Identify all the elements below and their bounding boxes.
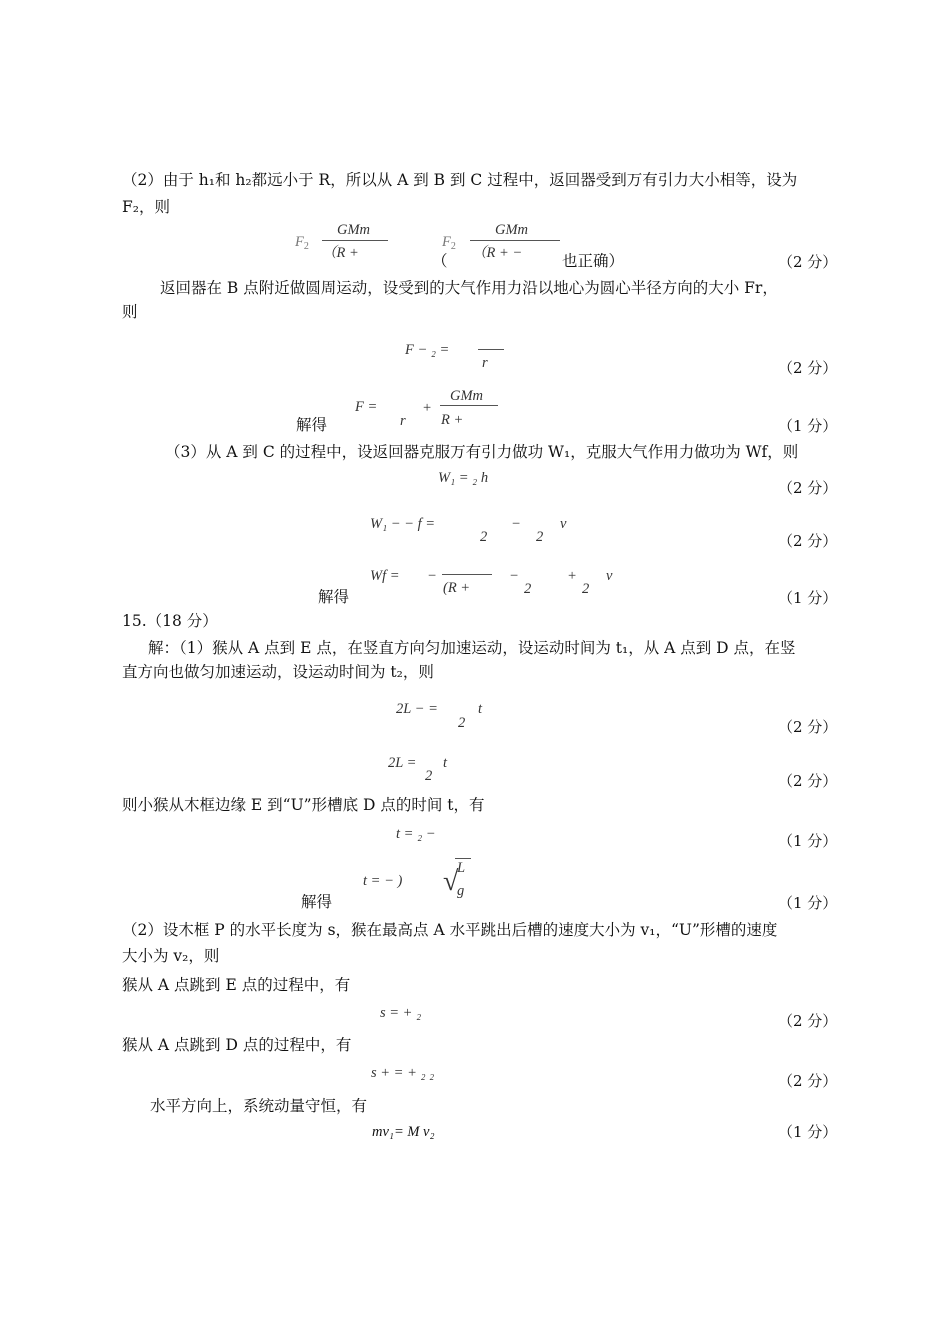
eq13-score: （1 分） xyxy=(778,1123,838,1141)
eq3-score: （1 分） xyxy=(778,417,838,435)
eq3-plus: + xyxy=(423,400,432,416)
eq1b-fraction-bar xyxy=(470,240,560,241)
eq5-v: v xyxy=(560,516,567,532)
solve-label-3: 解得 xyxy=(301,893,333,911)
eq4-score: （2 分） xyxy=(778,479,838,497)
q15-line6: 猴从 A 点跳到 E 点的过程中，有 xyxy=(122,976,351,994)
eq6-fraction-bar xyxy=(442,574,492,575)
eq1-score: （2 分） xyxy=(778,253,838,271)
eq6-denominator: (R + xyxy=(443,580,471,596)
p2-line3: 返回器在 B 点附近做圆周运动，设受到的大气作用力沿以地心为圆心半径方向的大小 Fr， xyxy=(160,279,778,297)
eq12-score: （2 分） xyxy=(778,1072,838,1090)
eq1a-numerator: GMm xyxy=(337,222,371,238)
eq8-two: 2 xyxy=(425,768,433,784)
p3-line1: （3）从 A 到 C 的过程中，设返回器克服万有引力做功 W₁，克服大气作用力做功为 Wf，则 xyxy=(165,443,799,461)
eq1b-denominator: （R + − xyxy=(472,245,523,261)
eq5-minus: − xyxy=(512,516,521,532)
p2-line2: F₂，则 xyxy=(122,198,170,216)
eq3-denominator: R + xyxy=(441,412,464,428)
q15-line1: 解：（1）猴从 A 点到 E 点，在竖直方向匀加速运动，设运动时间为 t₁，从 A 点到 D 点，在竖 xyxy=(148,639,796,657)
eq3-fraction-bar xyxy=(440,405,498,406)
q15-line2: 直方向也做匀加速运动，设运动时间为 t₂，则 xyxy=(122,663,434,681)
eq6-v: v xyxy=(606,568,613,584)
eq10: t = − ) xyxy=(363,873,403,889)
eq1a: $F_2$ xyxy=(295,234,309,252)
eq2-fraction-bar xyxy=(478,349,504,350)
eq1b-numerator: GMm xyxy=(495,222,529,238)
eq1-open-paren: （ xyxy=(432,252,448,270)
eq8-score: （2 分） xyxy=(778,772,838,790)
eq1b: $F_2$ xyxy=(442,234,456,252)
eq6-minus-2: − xyxy=(510,568,519,584)
eq6-minus-1: − xyxy=(428,568,437,584)
eq1a-fraction-bar xyxy=(322,240,388,241)
p2-line4: 则 xyxy=(122,303,138,321)
eq2-denominator: r xyxy=(482,355,488,371)
eq13: mv₁= M v₂ xyxy=(372,1124,435,1140)
eq12: s + = + ₂ ₂ xyxy=(371,1065,435,1081)
eq10-L: L xyxy=(457,860,466,876)
q15-line5: 大小为 v₂，则 xyxy=(122,947,220,965)
eq6-score: （1 分） xyxy=(778,589,838,607)
q15-title: 15.（18 分） xyxy=(122,612,218,630)
solve-label-1: 解得 xyxy=(296,416,328,434)
eq7-score: （2 分） xyxy=(778,718,838,736)
eq3-den-r: r xyxy=(400,413,406,429)
eq6-plus: + xyxy=(568,568,577,584)
eq7: 2L − = xyxy=(396,701,438,717)
eq5-score: （2 分） xyxy=(778,532,838,550)
solve-label-2: 解得 xyxy=(318,588,350,606)
eq7-two: 2 xyxy=(458,715,466,731)
eq8-t: t xyxy=(443,755,448,771)
q15-line3: 则小猴从木框边缘 E 到“U”形槽底 D 点的时间 t，有 xyxy=(122,796,485,814)
eq10-g: g xyxy=(457,883,465,899)
eq3: F = xyxy=(355,399,378,415)
eq7-t: t xyxy=(478,701,483,717)
eq2-score: （2 分） xyxy=(778,359,838,377)
eq9: t = ₂ − xyxy=(396,826,436,842)
eq11: s = + ₂ xyxy=(380,1005,422,1021)
eq1a-denominator: （R + xyxy=(322,245,359,261)
eq3-numerator: GMm xyxy=(450,388,484,404)
eq6-two-1: 2 xyxy=(524,581,532,597)
eq4: W₁ = ₂ h xyxy=(438,470,489,486)
p2-line1: （2）由于 h₁和 h₂都远小于 R，所以从 A 到 B 到 C 过程中，返回器受到万有引力大小相等，设为 xyxy=(122,171,798,189)
sqrt-icon: √ xyxy=(443,866,459,897)
eq11-score: （2 分） xyxy=(778,1012,838,1030)
q15-line8: 水平方向上，系统动量守恒，有 xyxy=(150,1097,368,1115)
eq8: 2L = xyxy=(388,755,417,771)
eq6: Wf = xyxy=(370,568,400,584)
eq5-two-2: 2 xyxy=(536,529,544,545)
eq1-note: 也正确） xyxy=(562,252,625,270)
eq10-score: （1 分） xyxy=(778,894,838,912)
eq5-two-1: 2 xyxy=(480,529,488,545)
eq2: F − ₂ = xyxy=(405,342,450,358)
eq6-two-2: 2 xyxy=(582,581,590,597)
q15-line7: 猴从 A 点跳到 D 点的过程中，有 xyxy=(122,1036,352,1054)
eq5: W₁ − − f = xyxy=(370,516,436,532)
q15-line4: （2）设木框 P 的水平长度为 s，猴在最高点 A 水平跳出后槽的速度大小为 v₁，“U”形槽的速度 xyxy=(122,921,778,939)
eq9-score: （1 分） xyxy=(778,832,838,850)
